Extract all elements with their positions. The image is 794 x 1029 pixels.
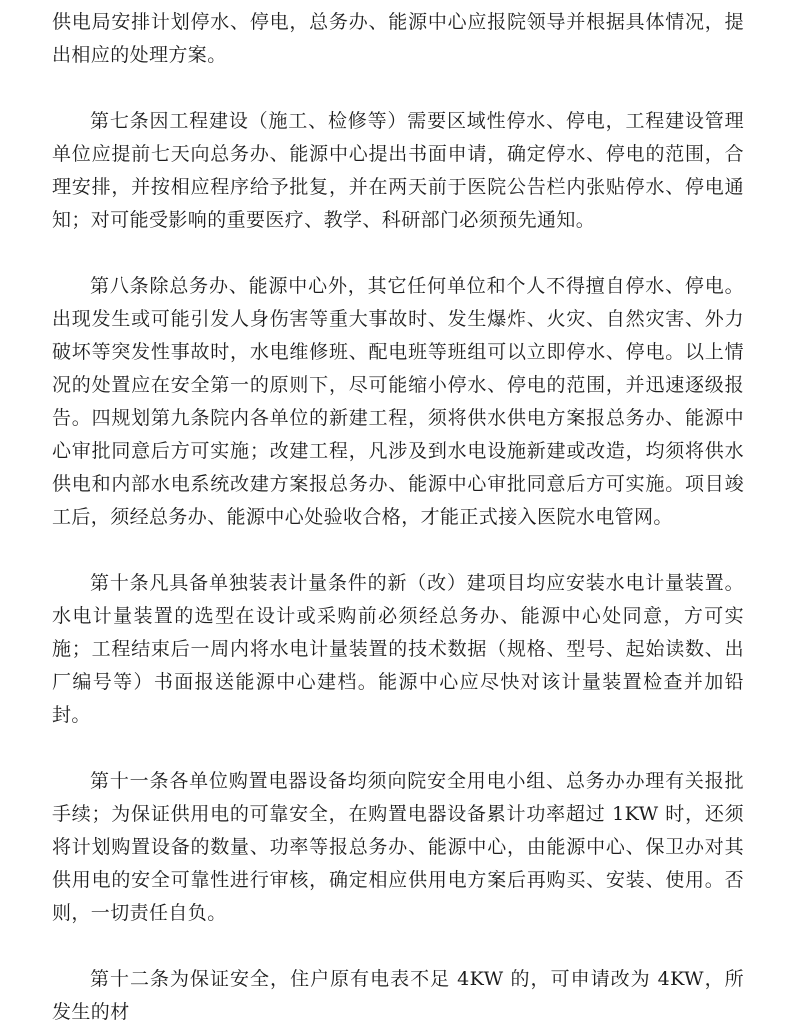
paragraph-article-12: 第十二条为保证安全，住户原有电表不足 4KW 的，可申请改为 4KW，所发生的材 [52, 968, 744, 1023]
paragraph-article-11: 第十一条各单位购置电器设备均须向院安全用电小组、总务办办理有关报批手续；为保证供用电的可靠安全，在购置电器设备累计功率超过 1KW 时，还须将计划购置设备的数量、功率等报总务办、能源中心，由能源中心、保卫办对其供用电的安全可靠性进行审核，确定相应供用电方案后再购买、安装、使用。否则，一切责任自负。 [52, 770, 744, 924]
paragraph-article-10: 第十条凡具备单独装表计量条件的新（改）建项目均应安装水电计量装置。水电计量装置的选型在设计或采购前必须经总务办、能源中心处同意，方可实施；工程结束后一周内将水电计量装置的技术数据（规格、型号、起始读数、出厂编号等）书面报送能源中心建档。能源中心应尽快对该计量装置检查并加铅封。 [52, 572, 744, 726]
paragraph-article-7: 第七条因工程建设（施工、检修等）需要区域性停水、停电，工程建设管理单位应提前七天向总务办、能源中心提出书面申请，确定停水、停电的范围，合理安排，并按相应程序给予批复，并在两天前于医院公告栏内张贴停水、停电通知；对可能受影响的重要医疗、教学、科研部门必须预先通知。 [52, 110, 744, 231]
paragraph-continuation: 供电局安排计划停水、停电，总务办、能源中心应报院领导并根据具体情况，提出相应的处理方案。 [52, 11, 744, 66]
paragraph-article-8-9: 第八条除总务办、能源中心外，其它任何单位和个人不得擅自停水、停电。出现发生或可能引发人身伤害等重大事故时、发生爆炸、火灾、自然灾害、外力破坏等突发性事故时，水电维修班、配电班等班组可以立即停水、停电。以上情况的处置应在安全第一的原则下，尽可能缩小停水、停电的范围，并迅速逐级报告。四规划第九条院内各单位的新建工程，须将供水供电方案报总务办、能源中心审批同意后方可实施；改建工程，凡涉及到水电设施新建或改造，均须将供水供电和内部水电系统改建方案报总务办、能源中心审批同意后方可实施。项目竣工后，须经总务办、能源中心处验收合格，才能正式接入医院水电管网。 [52, 275, 744, 528]
document-page [52, 0, 744, 1029]
